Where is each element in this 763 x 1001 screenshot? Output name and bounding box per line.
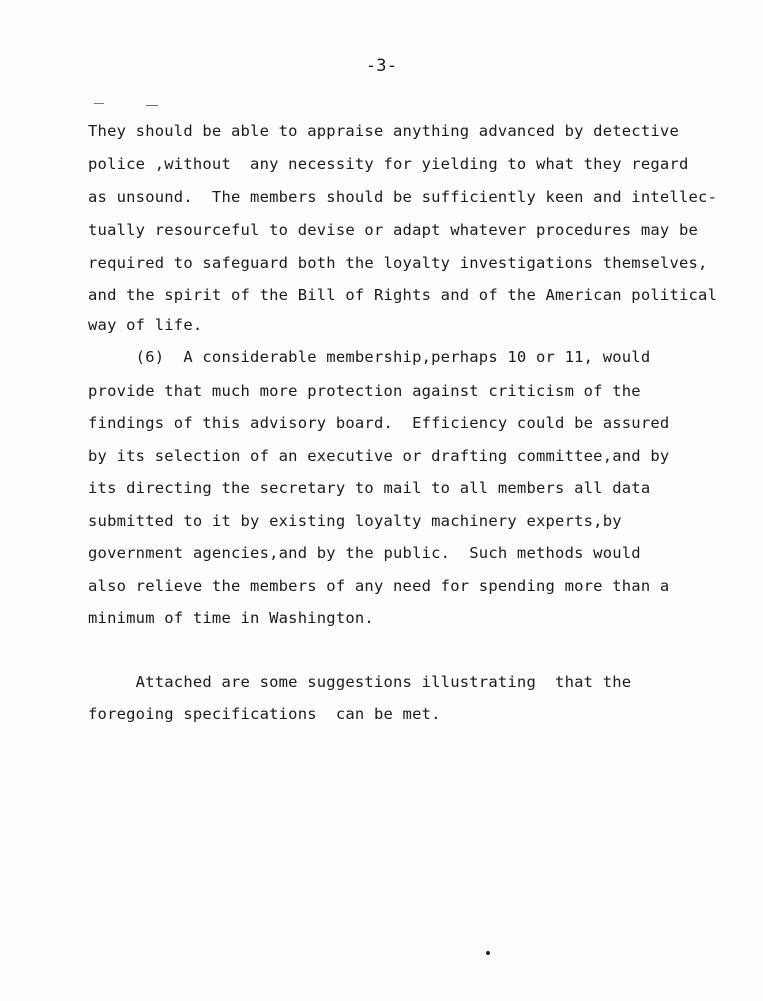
body-line: its directing the secretary to mail to all members all data [88,479,651,497]
page-number: -3- [365,56,398,76]
body-line: Attached are some suggestions illustrating that the [88,673,632,691]
body-line: provide that much more protection against criticism of the [88,382,641,400]
body-line: minimum of time in Washington. [88,609,374,627]
body-line: as unsound. The members should be sufficiently keen and intellec- [88,188,718,206]
body-line: by its selection of an executive or drafting committee,and by [88,447,670,465]
body-line: tually resourceful to devise or adapt whatever procedures may be [88,221,699,239]
body-line: foregoing specifications can be met. [88,705,441,723]
body-line: submitted to it by existing loyalty machinery experts,by [88,512,622,530]
ink-dot [486,951,490,955]
body-line: required to safeguard both the loyalty investigations themselves, [88,254,708,272]
body-line: and the spirit of the Bill of Rights and of the American political [88,286,718,304]
stray-mark [94,103,104,104]
body-line: also relieve the members of any need for spending more than a [88,577,670,595]
body-line: They should be able to appraise anything advanced by detective [88,122,679,140]
body-line: way of life. [88,316,203,334]
stray-mark [146,105,158,106]
body-line: (6) A considerable membership,perhaps 10 or 11, would [88,348,651,366]
body-line: findings of this advisory board. Efficiency could be assured [88,414,670,432]
body-line: police ,without any necessity for yielding to what they regard [88,155,689,173]
body-line: government agencies,and by the public. Such methods would [88,544,641,562]
